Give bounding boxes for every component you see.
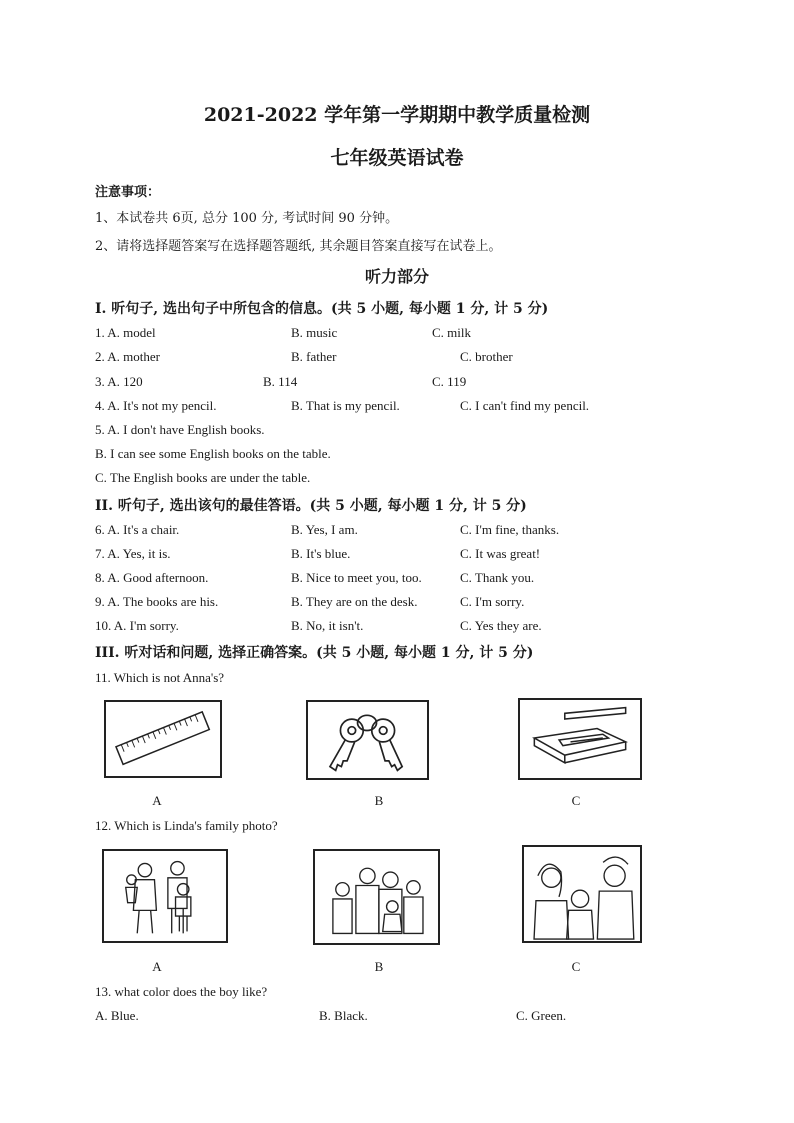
option-8b: B. Nice to meet you, too. xyxy=(291,570,422,585)
family-photo-a xyxy=(102,849,228,943)
option-4c: C. I can't find my pencil. xyxy=(460,398,590,413)
option-5c: C. The English books are under the table. xyxy=(95,470,311,485)
option-9b: B. They are on the desk. xyxy=(291,594,418,609)
ruler-icon xyxy=(104,700,222,778)
section-1-heading: I. 听句子, 选出句子中所包含的信息。(共 5 小题, 每小题 1 分, 计 5 分) xyxy=(95,301,549,317)
option-4b: B. That is my pencil. xyxy=(291,398,400,413)
option-12b-label: B xyxy=(374,959,384,974)
option-7b: B. It's blue. xyxy=(291,546,351,561)
keys-icon xyxy=(306,700,429,780)
option-11c-label: C xyxy=(571,793,581,808)
option-2b: B. father xyxy=(291,349,337,364)
question-13: 13. what color does the boy like? xyxy=(95,984,268,999)
question-12: 12. Which is Linda's family photo? xyxy=(95,818,278,833)
note-item: 1、本试卷共 6页, 总分 100 分, 考试时间 90 分钟。 xyxy=(95,211,399,226)
option-13c: C. Green. xyxy=(516,1008,567,1023)
option-6b: B. Yes, I am. xyxy=(291,522,358,537)
section-2-heading: II. 听句子, 选出该句的最佳答语。(共 5 小题, 每小题 1 分, 计 5 分) xyxy=(95,498,527,514)
option-11a-label: A xyxy=(152,793,162,808)
option-6a: 6. A. It's a chair. xyxy=(95,522,180,537)
option-7c: C. It was great! xyxy=(460,546,541,561)
option-11b-label: B xyxy=(374,793,384,808)
option-2c: C. brother xyxy=(460,349,513,364)
option-1a: 1. A. model xyxy=(95,325,156,340)
option-9a: 9. A. The books are his. xyxy=(95,594,219,609)
family-photo-c xyxy=(522,845,642,943)
option-12a-label: A xyxy=(152,959,162,974)
option-2a: 2. A. mother xyxy=(95,349,160,364)
option-10c: C. Yes they are. xyxy=(460,618,542,633)
option-13b: B. Black. xyxy=(319,1008,368,1023)
option-8a: 8. A. Good afternoon. xyxy=(95,570,209,585)
option-9c: C. I'm sorry. xyxy=(460,594,525,609)
option-5a: 5. A. I don't have English books. xyxy=(95,422,265,437)
option-5b: B. I can see some English books on the table. xyxy=(95,446,331,461)
note-item: 2、请将选择题答案写在选择题答题纸, 其余题目答案直接写在试卷上。 xyxy=(95,239,502,254)
option-10b: B. No, it isn't. xyxy=(291,618,364,633)
option-10a: 10. A. I'm sorry. xyxy=(95,618,179,633)
notes-heading: 注意事项： xyxy=(95,185,161,200)
part-title: 听力部分 xyxy=(364,267,429,286)
question-11: 11. Which is not Anna's? xyxy=(95,670,225,685)
option-13a: A. Blue. xyxy=(95,1008,139,1023)
section-3-heading: III. 听对话和问题, 选择正确答案。(共 5 小题, 每小题 1 分, 计 5 分) xyxy=(95,645,534,661)
option-12c-label: C xyxy=(571,959,581,974)
option-3a: 3. A. 120 xyxy=(95,374,143,389)
pencil-box-icon xyxy=(518,698,642,780)
exam-title: 2021-2022 学年第一学期期中教学质量检测 xyxy=(203,104,591,126)
option-6c: C. I'm fine, thanks. xyxy=(460,522,560,537)
option-3b: B. 114 xyxy=(263,374,298,389)
exam-subtitle: 七年级英语试卷 xyxy=(330,147,464,169)
option-7a: 7. A. Yes, it is. xyxy=(95,546,171,561)
option-3c: C. 119 xyxy=(432,374,467,389)
family-photo-b xyxy=(313,849,440,945)
option-1c: C. milk xyxy=(432,325,472,340)
option-4a: 4. A. It's not my pencil. xyxy=(95,398,217,413)
option-8c: C. Thank you. xyxy=(460,570,535,585)
option-1b: B. music xyxy=(291,325,338,340)
